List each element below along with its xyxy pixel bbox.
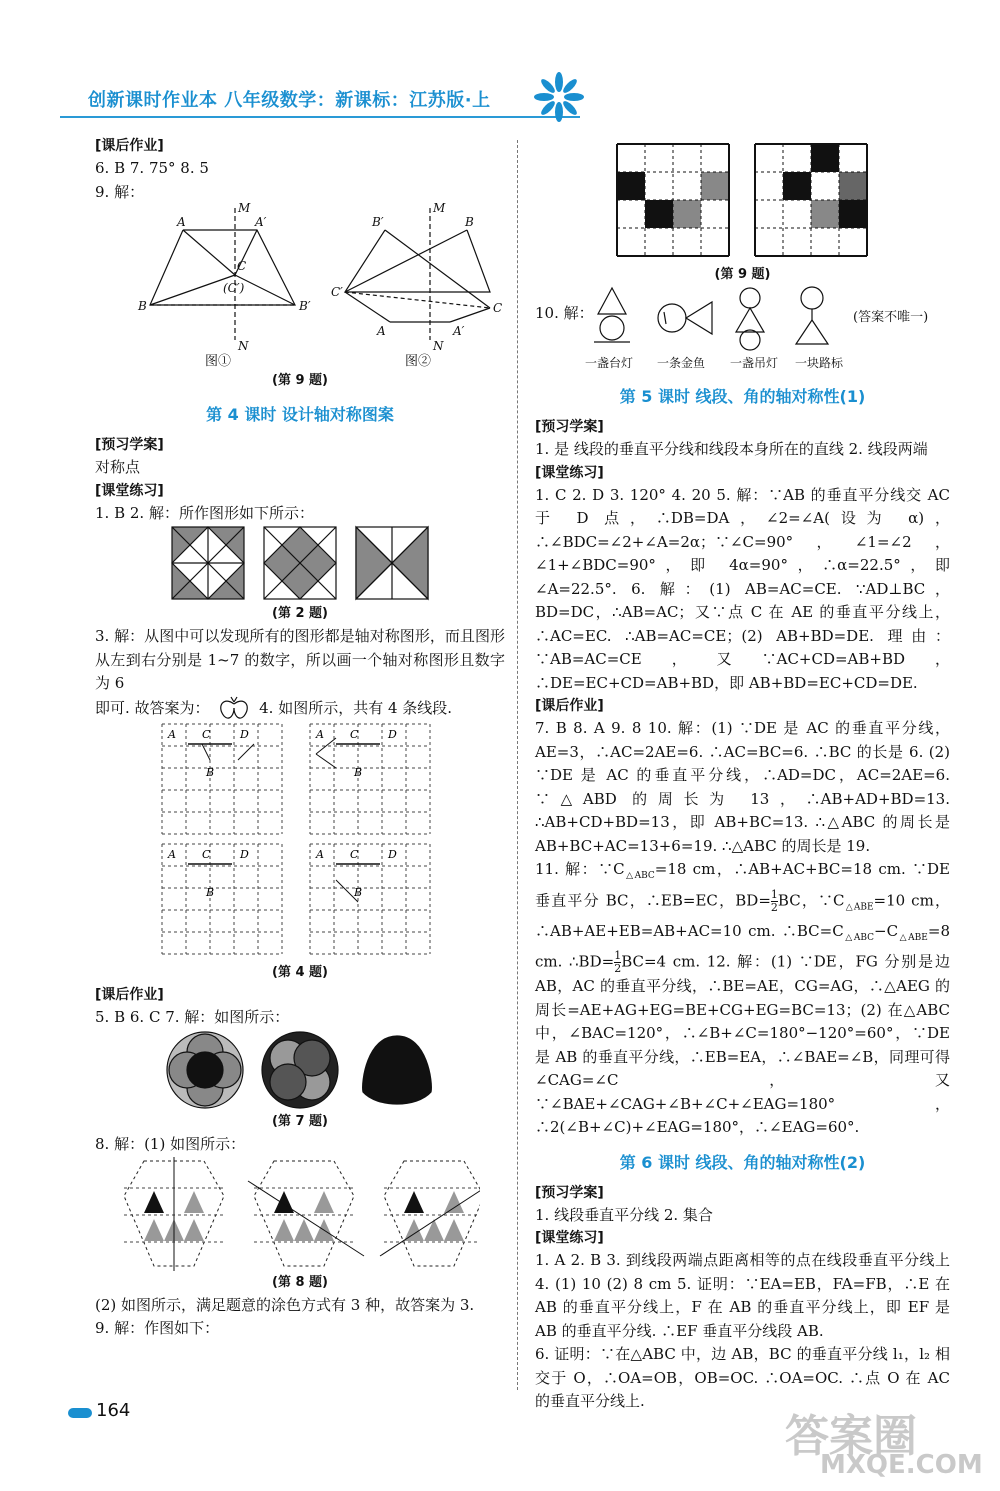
svg-text:A: A	[377, 324, 386, 338]
answer-line: 9. 解：	[95, 182, 145, 201]
watermark: 答案圈	[785, 1411, 917, 1462]
point-label: C	[350, 847, 359, 861]
answer-line: 9. 解：作图如下：	[95, 1319, 220, 1337]
answer-line: 1. B 2. 解：所作图形如下所示：	[95, 503, 314, 522]
figure-caption: (第 8 题)	[272, 1274, 328, 1290]
left-column	[95, 135, 505, 1341]
answer-10-row	[535, 286, 950, 374]
answer-line: 5. B 6. C 7. 解：如图所示：	[95, 1007, 290, 1026]
answer-line: (2) 如图所示，满足题意的涂色方式有 3 种，故答案为 3.	[95, 1295, 475, 1314]
page-number-marker	[68, 1408, 92, 1418]
answer-text: =8 cm. ∴BD=	[535, 921, 950, 971]
dotted-grid	[310, 724, 430, 834]
svg-text:C: C	[237, 259, 247, 273]
svg-text:A′: A′	[453, 324, 465, 338]
figure-9-symmetry	[95, 200, 505, 360]
point-label: D	[388, 847, 397, 861]
figure-caption: (第 4 题)	[272, 964, 328, 980]
subscript: △ABC	[843, 932, 874, 943]
point-label: A	[168, 847, 176, 861]
svg-text:C′: C′	[331, 285, 343, 299]
shape-label: 一块路标	[795, 356, 844, 370]
figure-9-grids	[613, 140, 873, 264]
grid-cell	[645, 200, 673, 228]
answer-text: =18 cm，∴AB+AC+BC=18 cm. ∵DE 垂直平分 BC，∴EB=EC，BD=	[535, 860, 950, 909]
answer-paragraph: 7. B 8. A 9. 8 10. 解：(1) ∵DE 是 AC 的垂直平分线，AE=3，∴AC=2AE=6. ∴AC=BC=6. ∴BC 的长是 6. (2) ∵DE 是 AC 的垂直平分线，∴AD=DC，AC=2AE=6. ∵△ABD 的周长为 13，∴AB+AD+BD=13. ∴AB+CD+BD=13，即 AB+BC=13. ∴△ABC 的周长是 AB+BC+AC=13+6=19. ∴△ABC 的周长是 19.	[535, 719, 950, 855]
answer-text: 即可. 故答案为：	[95, 698, 210, 717]
triangle-grid	[380, 1161, 480, 1266]
shaded-grid	[755, 144, 867, 256]
header-rule	[60, 116, 580, 118]
point-label: B	[206, 885, 215, 899]
answer-paragraph	[535, 858, 950, 1140]
point-label: C	[202, 727, 211, 741]
fraction-denominator: 2	[770, 900, 778, 914]
subscript: △ABE	[898, 932, 928, 943]
grid-cell	[839, 172, 867, 200]
dotted-grid	[310, 844, 430, 954]
shape-label: 一盏吊灯	[730, 356, 779, 370]
figure-caption: (第 2 题)	[272, 606, 328, 621]
point-label: A	[168, 727, 176, 741]
flower-logo-icon	[530, 72, 588, 122]
page-number: 164	[96, 1400, 131, 1421]
book-title: 创新课时作业本 八年级数学：新课标：江苏版·上	[88, 90, 491, 111]
grid-cell	[701, 172, 729, 200]
subscript: △ABC	[624, 871, 655, 881]
point-label: A	[316, 847, 324, 861]
grid-cell	[673, 200, 701, 228]
svg-text:M: M	[238, 201, 251, 215]
section-tag: [预习学案]	[95, 437, 164, 453]
grid-cell	[811, 200, 839, 228]
fraction-numerator: 1	[770, 887, 778, 901]
answer-text: −C	[874, 921, 899, 940]
svg-text:C: C	[493, 301, 503, 315]
section-tag: [预习学案]	[535, 419, 604, 435]
section-tag: [课后作业]	[95, 986, 164, 1003]
figure-7-patterns	[165, 1029, 435, 1111]
lesson-heading: 第 5 课时 线段、角的轴对称性(1)	[619, 387, 866, 406]
section-tag: [课堂练习]	[95, 482, 164, 499]
grid-cell	[839, 200, 867, 228]
dotted-grid	[162, 844, 282, 954]
section-tag: [课后作业]	[535, 698, 604, 714]
figure-10-shapes	[590, 286, 890, 354]
section-tag: [课后作业]	[95, 138, 164, 154]
svg-text:A′: A′	[255, 215, 267, 229]
grid-cell	[811, 144, 839, 172]
answer-paragraph: 1. 线段垂直平分线 2. 集合	[535, 1205, 713, 1224]
point-label: B	[354, 885, 363, 899]
svg-text:B′: B′	[372, 215, 384, 229]
svg-text:N: N	[238, 339, 249, 353]
figure-caption: (第 9 题)	[714, 267, 771, 282]
point-label: B	[354, 765, 363, 779]
answer-line: 对称点	[95, 458, 141, 476]
point-label: D	[240, 727, 249, 741]
triangle-grid	[124, 1157, 224, 1271]
answer-text: 4. 如图所示，共有 4 条线段.	[259, 698, 453, 717]
svg-text:M: M	[433, 201, 446, 215]
answer-note: (答案不唯一)	[853, 310, 929, 325]
svg-text:B: B	[465, 215, 474, 229]
subscript: △ABE	[844, 902, 874, 912]
answer-line: 8. 解：(1) 如图所示：	[95, 1135, 246, 1153]
fraction	[771, 889, 778, 914]
page-header	[60, 80, 600, 120]
svg-text:B′: B′	[299, 299, 311, 313]
grid-cell	[617, 172, 645, 200]
shape-label: 一条金鱼	[657, 356, 706, 370]
watermark-url: MXQE.COM	[820, 1450, 983, 1480]
fraction-numerator: 1	[614, 949, 622, 962]
section-tag: [预习学案]	[535, 1184, 604, 1201]
figure-caption: (第 9 题)	[272, 373, 328, 388]
point-label: C	[350, 727, 359, 741]
fraction-denominator: 2	[614, 962, 622, 975]
section-tag: [课堂练习]	[535, 464, 604, 481]
figure-label: 图①	[205, 354, 232, 369]
svg-text:B: B	[138, 299, 147, 313]
svg-text:N: N	[433, 339, 444, 353]
answer-paragraph: 6. 证明：∵在△ABC 中，边 AB，BC 的垂直平分线 l₁，l₂ 相交于 O，∴OA=OB，OB=OC. ∴OA=OC. ∴点 O 在 AC 的垂直平分线上.	[535, 1345, 950, 1410]
shaded-grid	[617, 144, 729, 256]
figure-2-squares	[170, 525, 430, 603]
point-label: A	[316, 727, 324, 741]
point-label: C	[202, 847, 211, 861]
lesson-heading: 第 4 课时 设计轴对称图案	[206, 405, 394, 424]
answer-paragraph: 1. C 2. D 3. 120° 4. 20 5. 解：∵AB 的垂直平分线交 AC 于 D 点，∴DB=DA，∠2=∠A(设为 α)，∴∠BDC=∠2+∠A=2α；∵∠C=90°，∠1=∠2，∠1+∠BDC=90°，即 4α=90°，∴α=22.5°，即∠A=22.5°. 6. 解：(1) AB=AC=CE. ∵AD⊥BC，BD=DC，∴AB=AC；又∵点 C 在 AE 的垂直平分线上，∴AC=EC. ∴AB=AC=CE；(2) AB+BD=DE. 理由：∵AB=AC=CE，又∵AC+CD=AB+BD，∴DE=EC+CD=AB+BD，即 AB+BD=EC+CD=DE.	[535, 485, 950, 692]
shape-label: 一盏台灯	[585, 356, 634, 370]
triangle-grid	[248, 1161, 364, 1266]
answer-text: BC=4 cm. 12. 解：(1) ∵DE，FG 分别是边 AB，AC 的垂直平分线，∴BE=AE，CG=AG，∴△AEG 的周长=AE+AG+EG=BE+CG+EG=BC=13；(2) 在△ABC 中，∠BAC=120°，∴∠B+∠C=180°−120°=60°，∵DE 是 AB 的垂直平分线，∴EB=EA，∴∠BAE=∠B，同理可得∠CAG=∠C，又∵∠BAE+∠CAG+∠B+∠C+∠EAG=180°，∴2(∠B+∠C)+∠EAG=180°，∴∠EAG=60°.	[535, 952, 951, 1136]
section-tag: [课堂练习]	[535, 1230, 604, 1246]
answer-text: 11. 解：∵C	[535, 860, 625, 878]
answer-paragraph: 1. A 2. B 3. 到线段两端点距离相等的点在线段垂直平分线上 4. (1) 10 (2) 8 cm 5. 证明：∵EA=EB，FA=FB，∴E 在 AB 的垂直平分线上，F 在 AB 的垂直平分线上，即 EF 是 AB 的垂直平分线. ∴EF 垂直平分线段 AB.	[535, 1251, 950, 1340]
grid-cell	[783, 172, 811, 200]
svg-text:A: A	[177, 215, 186, 229]
answer-text: BC，∵C	[777, 891, 845, 909]
lesson-heading: 第 6 课时 线段、角的轴对称性(2)	[619, 1152, 866, 1172]
right-column	[535, 140, 950, 1414]
figure-caption: (第 7 题)	[272, 1114, 328, 1129]
answer-line: 6. B 7. 75° 8. 5	[95, 159, 209, 177]
answer-text: =10 cm，∴AB+AE+EB=AB+AC=10 cm. ∴BC=C	[535, 891, 950, 940]
answer-text: 10. 解：	[535, 304, 594, 322]
answer-line	[95, 696, 505, 722]
svg-text:(C′): (C′)	[223, 281, 245, 295]
figure-label: 图②	[405, 354, 432, 369]
column-divider	[517, 140, 519, 1390]
point-label: B	[206, 765, 215, 779]
figure-8-triangles	[120, 1157, 480, 1272]
answer-line: 3. 解：从图中可以发现所有的图形都是轴对称图形，而且图形从左到右分别是 1~7 的数字，所以画一个轴对称图形且数字为 6	[95, 627, 505, 692]
answer-paragraph: 1. 是 线段的垂直平分线和线段本身所在的直线 2. 线段两端	[535, 440, 928, 458]
point-label: D	[240, 847, 249, 861]
dotted-grid	[162, 724, 282, 834]
point-label: D	[388, 727, 397, 741]
butterfly-icon	[214, 696, 254, 722]
figure-4-grids	[160, 722, 440, 962]
